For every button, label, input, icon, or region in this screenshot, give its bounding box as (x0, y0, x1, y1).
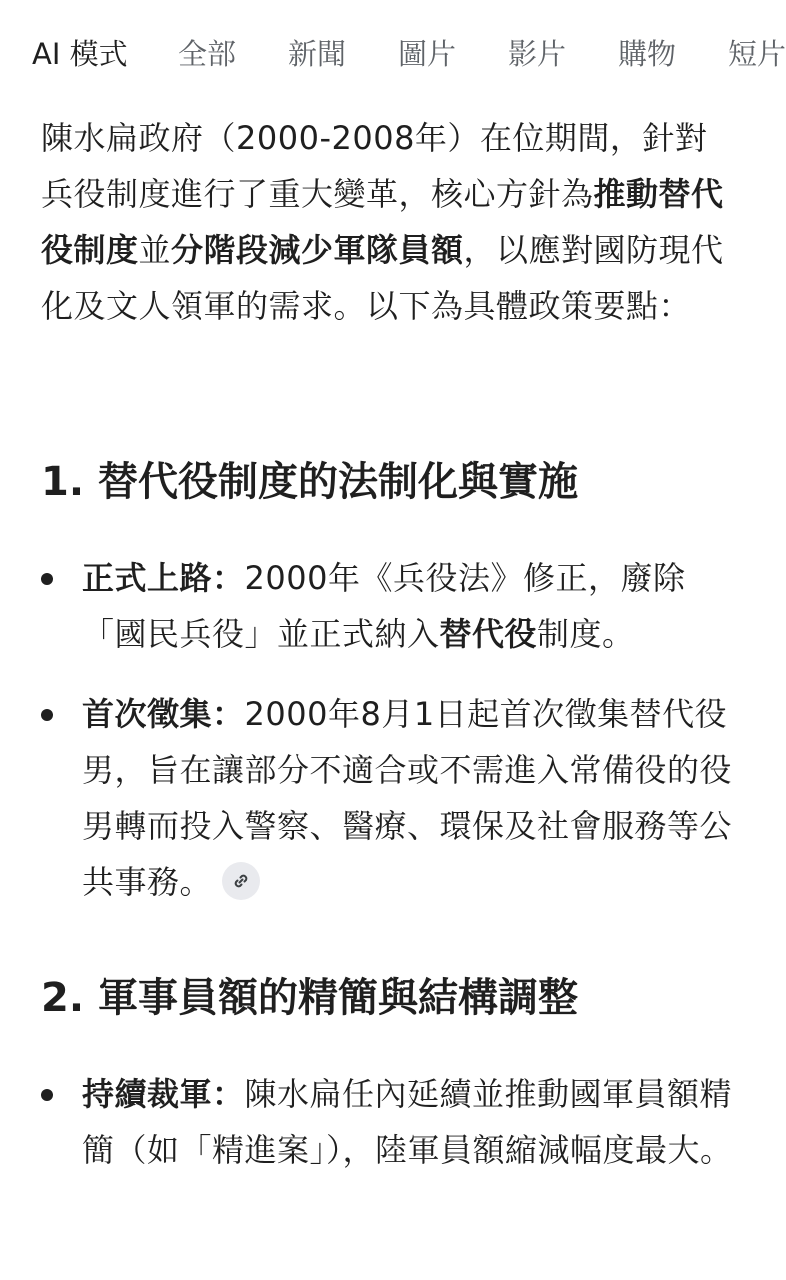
tab-all[interactable]: 全部 (178, 37, 237, 71)
item-text: 2000年8月1日起首次徵集替代役男，旨在讓部分不適合或不需進入常備役的役男轉而投入警察、醫療、環保及社會服務等公共事務。 (82, 695, 733, 901)
section-heading: 2. 軍事員額的精簡與結構調整 (41, 975, 578, 1021)
intro-text: ，以應對國防現代化及文人領軍的需求。以下為具體政策要點： (41, 231, 724, 325)
item-label: 正式上路： (82, 559, 245, 597)
search-tabs (0, 30, 786, 80)
item-text: 2000年《兵役法》修正，廢除「國民兵役」並正式納入 (82, 559, 686, 653)
link-icon (231, 871, 251, 891)
item-bold-text: 替代役 (439, 615, 538, 653)
intro-text: 並 (138, 231, 172, 269)
item-label: 持續裁軍： (82, 1075, 245, 1113)
source-link-button[interactable] (222, 862, 260, 900)
tab-ai-mode[interactable]: AI 模式 (32, 37, 128, 71)
tab-news[interactable]: 新聞 (288, 37, 347, 71)
bullet-dot (41, 573, 53, 585)
tab-images[interactable]: 圖片 (398, 37, 457, 71)
list-item (41, 686, 741, 910)
bullet-dot (41, 709, 53, 721)
item-text: 陳水扁任內延續並推動國軍員額精簡（如「精進案」），陸軍員額縮減幅度最大。 (82, 1075, 733, 1169)
section-heading: 1. 替代役制度的法制化與實施 (41, 459, 578, 505)
bullet-dot (41, 1089, 53, 1101)
item-text: 制度。 (537, 615, 635, 653)
bullet-list (41, 550, 741, 910)
intro-bold-text: 推動替代役制度 (41, 175, 724, 269)
tab-short-videos[interactable]: 短片 (728, 37, 786, 71)
intro-bold-text: 分階段減少軍隊員額 (171, 231, 464, 269)
intro-text: 陳水扁政府（2000-2008年）在位期間，針對兵役制度進行了重大變革，核心方針為 (41, 119, 708, 213)
list-item (41, 550, 741, 662)
intro-paragraph (41, 110, 731, 334)
item-label: 首次徵集： (82, 695, 245, 733)
bullet-list (41, 1066, 741, 1178)
ai-answer (41, 110, 733, 1169)
list-item (41, 1066, 741, 1178)
tab-shopping[interactable]: 購物 (618, 37, 677, 71)
tab-videos[interactable]: 影片 (508, 37, 567, 71)
